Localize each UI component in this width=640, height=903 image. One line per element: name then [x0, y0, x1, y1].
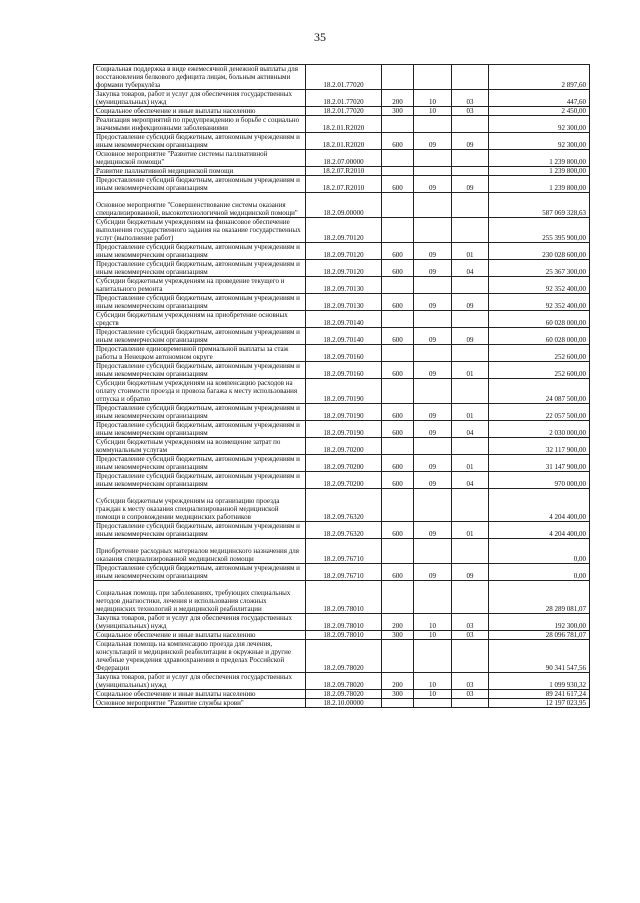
row-expense-type	[382, 539, 414, 564]
row-amount: 92 300,00	[489, 116, 590, 133]
row-section: 09	[414, 421, 452, 438]
table-row	[94, 539, 590, 564]
row-amount: 0,00	[489, 564, 590, 581]
row-amount: 2 030 000,00	[489, 421, 590, 438]
row-code: 18.2.09.70190	[306, 404, 382, 421]
row-amount: 92 352 400,00	[489, 277, 590, 294]
table-row	[94, 379, 590, 404]
table-row	[94, 421, 590, 438]
budget-table	[93, 64, 590, 708]
row-code: 18.2.09.70120	[306, 218, 382, 243]
table-row	[94, 167, 590, 176]
table-row	[94, 311, 590, 328]
row-expense-type	[382, 167, 414, 176]
row-name: Предоставление субсидий бюджетным, автономным учреждениям и иным некоммерческим организациям	[94, 472, 306, 489]
row-subsection	[452, 345, 489, 362]
row-code: 18.2.09.70140	[306, 328, 382, 345]
row-name: Предоставление субсидий бюджетным, автономным учреждениям и иным некоммерческим организациям	[94, 404, 306, 421]
row-subsection: 01	[452, 362, 489, 379]
table-row	[94, 65, 590, 90]
table-row	[94, 107, 590, 116]
row-amount: 1 239 800,00	[489, 176, 590, 193]
row-section: 09	[414, 243, 452, 260]
row-expense-type: 600	[382, 176, 414, 193]
row-code: 18.2.09.70160	[306, 362, 382, 379]
row-expense-type: 600	[382, 294, 414, 311]
row-code: 18.2.09.76320	[306, 489, 382, 522]
table-row	[94, 362, 590, 379]
row-section	[414, 116, 452, 133]
row-expense-type: 600	[382, 421, 414, 438]
row-expense-type: 600	[382, 404, 414, 421]
row-subsection: 01	[452, 404, 489, 421]
row-amount: 2 897,60	[489, 65, 590, 90]
row-code: 18.2.09.70190	[306, 379, 382, 404]
row-amount: 970 000,00	[489, 472, 590, 489]
row-name: Реализация мероприятий по предупреждению и борьбе с социально значимыми инфекционными заболеваниями	[94, 116, 306, 133]
row-section	[414, 311, 452, 328]
row-section	[414, 581, 452, 614]
row-section	[414, 345, 452, 362]
row-code: 18.2.09.70190	[306, 421, 382, 438]
row-name: Предоставление субсидий бюджетным, автономным учреждениям и иным некоммерческим организациям	[94, 328, 306, 345]
row-expense-type	[382, 699, 414, 708]
row-code: 18.2.09.70200	[306, 455, 382, 472]
row-section: 09	[414, 404, 452, 421]
row-code: 18.2.09.78010	[306, 614, 382, 631]
row-name: Закупка товаров, работ и услуг для обеспечения государственных (муниципальных) нужд	[94, 673, 306, 690]
row-expense-type: 300	[382, 690, 414, 699]
row-section	[414, 65, 452, 90]
row-code: 18.2.01.77020	[306, 107, 382, 116]
row-expense-type: 200	[382, 614, 414, 631]
row-subsection	[452, 218, 489, 243]
row-subsection	[452, 167, 489, 176]
row-code: 18.2.09.76710	[306, 539, 382, 564]
row-section: 10	[414, 107, 452, 116]
row-subsection: 01	[452, 455, 489, 472]
row-section: 09	[414, 522, 452, 539]
row-section	[414, 438, 452, 455]
row-expense-type: 600	[382, 133, 414, 150]
table-row	[94, 294, 590, 311]
row-amount: 4 204 400,00	[489, 522, 590, 539]
row-section: 10	[414, 673, 452, 690]
table-row	[94, 277, 590, 294]
row-amount: 28 289 081,07	[489, 581, 590, 614]
row-subsection	[452, 539, 489, 564]
row-code: 18.2.09.70130	[306, 294, 382, 311]
row-amount: 1 099 930,32	[489, 673, 590, 690]
row-code: 18.2.09.78020	[306, 673, 382, 690]
row-code: 18.2.01.R2020	[306, 116, 382, 133]
table-row	[94, 150, 590, 167]
row-name: Субсидии бюджетным учреждениям на компенсацию расходов на оплату стоимости проезда и провоза багажа к месту использования отпуска и обратно	[94, 379, 306, 404]
table-row	[94, 193, 590, 218]
row-name: Предоставление субсидий бюджетным, автономным учреждениям и иным некоммерческим организациям	[94, 294, 306, 311]
row-subsection: 09	[452, 564, 489, 581]
row-expense-type: 600	[382, 243, 414, 260]
row-subsection: 01	[452, 243, 489, 260]
row-code: 18.2.09.76710	[306, 564, 382, 581]
row-expense-type: 600	[382, 472, 414, 489]
table-row	[94, 176, 590, 193]
row-subsection	[452, 379, 489, 404]
row-amount: 90 341 547,56	[489, 640, 590, 673]
row-amount: 447,60	[489, 90, 590, 107]
row-expense-type: 600	[382, 564, 414, 581]
row-expense-type	[382, 489, 414, 522]
row-section: 09	[414, 328, 452, 345]
table-row	[94, 673, 590, 690]
row-code: 18.2.07.00000	[306, 150, 382, 167]
row-expense-type	[382, 193, 414, 218]
page-number: 35	[314, 30, 326, 44]
row-name: Предоставление субсидий бюджетным, автономным учреждениям и иным некоммерческим организациям	[94, 176, 306, 193]
row-name: Субсидии бюджетным учреждениям на возмещение затрат по коммунальным услугам	[94, 438, 306, 455]
table-row	[94, 455, 590, 472]
row-section	[414, 277, 452, 294]
row-amount: 92 300,00	[489, 133, 590, 150]
row-name: Закупка товаров, работ и услуг для обеспечения государственных (муниципальных) нужд	[94, 614, 306, 631]
table-row	[94, 243, 590, 260]
row-amount: 587 069 328,63	[489, 193, 590, 218]
row-code: 18.2.09.70200	[306, 472, 382, 489]
table-row	[94, 522, 590, 539]
row-section: 10	[414, 90, 452, 107]
row-subsection	[452, 150, 489, 167]
row-section	[414, 193, 452, 218]
row-code: 18.2.01.77020	[306, 90, 382, 107]
row-expense-type: 600	[382, 260, 414, 277]
row-expense-type: 600	[382, 362, 414, 379]
table-row	[94, 640, 590, 673]
budget-table-body	[94, 65, 590, 708]
row-amount: 12 197 023,95	[489, 699, 590, 708]
table-row	[94, 690, 590, 699]
row-name: Закупка товаров, работ и услуг для обеспечения государственных (муниципальных) нужд	[94, 90, 306, 107]
row-subsection	[452, 277, 489, 294]
row-subsection	[452, 640, 489, 673]
row-subsection: 03	[452, 107, 489, 116]
row-code: 18.2.09.70120	[306, 260, 382, 277]
row-code: 18.2.09.70200	[306, 438, 382, 455]
row-name: Основное мероприятие "Развитие системы паллиативной медицинской помощи"	[94, 150, 306, 167]
row-name: Предоставление единовременной премиальной выплаты за стаж работы в Ненецком автономном округе	[94, 345, 306, 362]
row-subsection: 09	[452, 176, 489, 193]
row-amount: 192 300,00	[489, 614, 590, 631]
row-subsection: 01	[452, 522, 489, 539]
row-expense-type	[382, 581, 414, 614]
row-section	[414, 699, 452, 708]
row-section: 09	[414, 133, 452, 150]
row-expense-type: 200	[382, 90, 414, 107]
row-amount: 1 239 800,00	[489, 167, 590, 176]
row-amount: 60 028 000,00	[489, 328, 590, 345]
row-section: 09	[414, 176, 452, 193]
table-row	[94, 116, 590, 133]
row-code: 18.2.09.76320	[306, 522, 382, 539]
row-subsection: 03	[452, 690, 489, 699]
row-amount: 32 117 900,00	[489, 438, 590, 455]
row-code: 18.2.09.70130	[306, 277, 382, 294]
row-section: 09	[414, 294, 452, 311]
table-row	[94, 699, 590, 708]
row-subsection: 04	[452, 421, 489, 438]
row-name: Развитие паллиативной медицинской помощи	[94, 167, 306, 176]
row-expense-type	[382, 345, 414, 362]
row-expense-type: 600	[382, 455, 414, 472]
row-amount: 255 395 900,00	[489, 218, 590, 243]
row-expense-type	[382, 116, 414, 133]
row-section: 10	[414, 690, 452, 699]
row-name: Предоставление субсидий бюджетным, автономным учреждениям и иным некоммерческим организациям	[94, 260, 306, 277]
row-amount: 60 028 000,00	[489, 311, 590, 328]
row-name: Социальное обеспечение и иные выплаты населению	[94, 631, 306, 640]
row-subsection: 03	[452, 631, 489, 640]
row-name: Предоставление субсидий бюджетным, автономным учреждениям и иным некоммерческим организациям	[94, 421, 306, 438]
row-amount: 22 057 500,00	[489, 404, 590, 421]
row-section: 09	[414, 260, 452, 277]
row-expense-type	[382, 218, 414, 243]
row-section	[414, 640, 452, 673]
row-expense-type	[382, 379, 414, 404]
row-name: Субсидии бюджетным учреждениям на приобретение основных средств	[94, 311, 306, 328]
row-name: Субсидии бюджетным учреждениям на организацию проезда граждан к месту оказания специализированной медицинской помощи в сопровождении медицинских работников	[94, 489, 306, 522]
row-name: Социальная поддержка в виде ежемесячной денежной выплаты для восстановления белкового дефицита лицам, больным активными формами туберкулёза	[94, 65, 306, 90]
row-subsection: 04	[452, 260, 489, 277]
table-row	[94, 631, 590, 640]
row-expense-type	[382, 65, 414, 90]
row-name: Предоставление субсидий бюджетным, автономным учреждениям и иным некоммерческим организациям	[94, 455, 306, 472]
row-expense-type: 200	[382, 673, 414, 690]
row-section	[414, 150, 452, 167]
row-amount: 4 204 400,00	[489, 489, 590, 522]
row-code: 18.2.09.78010	[306, 581, 382, 614]
table-row	[94, 404, 590, 421]
row-section: 10	[414, 614, 452, 631]
row-subsection	[452, 311, 489, 328]
row-subsection: 03	[452, 90, 489, 107]
row-amount: 230 028 600,00	[489, 243, 590, 260]
row-section	[414, 539, 452, 564]
row-name: Основное мероприятие "Совершенствование системы оказания специализированной, высокотехнологичной медицинской помощи"	[94, 193, 306, 218]
row-name: Предоставление субсидий бюджетным, автономным учреждениям и иным некоммерческим организациям	[94, 243, 306, 260]
row-code: 18.2.07.R2010	[306, 176, 382, 193]
table-row	[94, 260, 590, 277]
row-name: Предоставление субсидий бюджетным, автономным учреждениям и иным некоммерческим организациям	[94, 362, 306, 379]
row-code: 18.2.01.R2020	[306, 133, 382, 150]
row-amount: 0,00	[489, 539, 590, 564]
row-name: Социальная помощь на компенсацию проезда для лечения, консультаций и медицинской реабилитации в окружные и другие лечебные учреждения здравоохранения в пределах Российской Федерации	[94, 640, 306, 673]
row-expense-type	[382, 311, 414, 328]
row-expense-type: 300	[382, 107, 414, 116]
row-code: 18.2.09.70160	[306, 345, 382, 362]
row-subsection: 09	[452, 133, 489, 150]
row-name: Субсидии бюджетным учреждениям на финансовое обеспечение выполнения государственного задания на оказание государственных услуг (выполнение работ)	[94, 218, 306, 243]
row-name: Предоставление субсидий бюджетным, автономным учреждениям и иным некоммерческим организациям	[94, 133, 306, 150]
row-code: 18.2.09.78020	[306, 640, 382, 673]
row-code: 18.2.01.77020	[306, 65, 382, 90]
row-subsection: 04	[452, 472, 489, 489]
row-subsection	[452, 581, 489, 614]
table-row	[94, 90, 590, 107]
table-row	[94, 614, 590, 631]
row-name: Социальная помощь при заболеваниях, требующих специальных методов диагностики, лечения и использования сложных медицинских технологий и медицинской реабилитации	[94, 581, 306, 614]
row-amount: 89 241 617,24	[489, 690, 590, 699]
row-code: 18.2.09.70140	[306, 311, 382, 328]
table-row	[94, 218, 590, 243]
row-section: 09	[414, 472, 452, 489]
row-expense-type	[382, 150, 414, 167]
row-code: 18.2.09.78020	[306, 690, 382, 699]
row-code: 18.2.10.00000	[306, 699, 382, 708]
row-name: Предоставление субсидий бюджетным, автономным учреждениям и иным некоммерческим организациям	[94, 564, 306, 581]
row-code: 18.2.09.00000	[306, 193, 382, 218]
row-subsection	[452, 489, 489, 522]
row-name: Основное мероприятие "Развитие службы крови"	[94, 699, 306, 708]
table-row	[94, 581, 590, 614]
row-section: 09	[414, 564, 452, 581]
row-amount: 28 096 781,07	[489, 631, 590, 640]
row-subsection	[452, 116, 489, 133]
table-row	[94, 345, 590, 362]
table-row	[94, 489, 590, 522]
table-row	[94, 438, 590, 455]
row-amount: 31 147 900,00	[489, 455, 590, 472]
row-expense-type: 600	[382, 328, 414, 345]
row-code: 18.2.09.70120	[306, 243, 382, 260]
row-code: 18.2.09.78010	[306, 631, 382, 640]
row-amount: 2 450,00	[489, 107, 590, 116]
row-section	[414, 379, 452, 404]
row-section: 09	[414, 362, 452, 379]
row-subsection	[452, 438, 489, 455]
row-section	[414, 489, 452, 522]
row-section	[414, 167, 452, 176]
row-section: 09	[414, 455, 452, 472]
row-section: 10	[414, 631, 452, 640]
row-code: 18.2.07.R2010	[306, 167, 382, 176]
row-amount: 92 352 400,00	[489, 294, 590, 311]
row-name: Приобретение расходных материалов медицинского назначения для оказания специализированной медицинской помощи	[94, 539, 306, 564]
row-subsection: 03	[452, 673, 489, 690]
row-amount: 252 600,00	[489, 362, 590, 379]
row-name: Социальное обеспечение и иные выплаты населению	[94, 107, 306, 116]
table-row	[94, 472, 590, 489]
row-subsection: 09	[452, 294, 489, 311]
row-amount: 252 600,00	[489, 345, 590, 362]
row-expense-type	[382, 277, 414, 294]
row-expense-type	[382, 438, 414, 455]
row-name: Предоставление субсидий бюджетным, автономным учреждениям и иным некоммерческим организациям	[94, 522, 306, 539]
row-amount: 25 367 300,00	[489, 260, 590, 277]
row-amount: 24 087 500,00	[489, 379, 590, 404]
row-subsection	[452, 193, 489, 218]
row-subsection	[452, 65, 489, 90]
row-subsection: 09	[452, 328, 489, 345]
row-subsection: 03	[452, 614, 489, 631]
table-row	[94, 133, 590, 150]
table-row	[94, 564, 590, 581]
row-expense-type: 600	[382, 522, 414, 539]
row-name: Субсидии бюджетным учреждениям на проведение текущего и капитального ремонта	[94, 277, 306, 294]
row-expense-type	[382, 640, 414, 673]
table-row	[94, 328, 590, 345]
row-subsection	[452, 699, 489, 708]
row-section	[414, 218, 452, 243]
row-expense-type: 300	[382, 631, 414, 640]
row-name: Социальное обеспечение и иные выплаты населению	[94, 690, 306, 699]
row-amount: 1 239 800,00	[489, 150, 590, 167]
